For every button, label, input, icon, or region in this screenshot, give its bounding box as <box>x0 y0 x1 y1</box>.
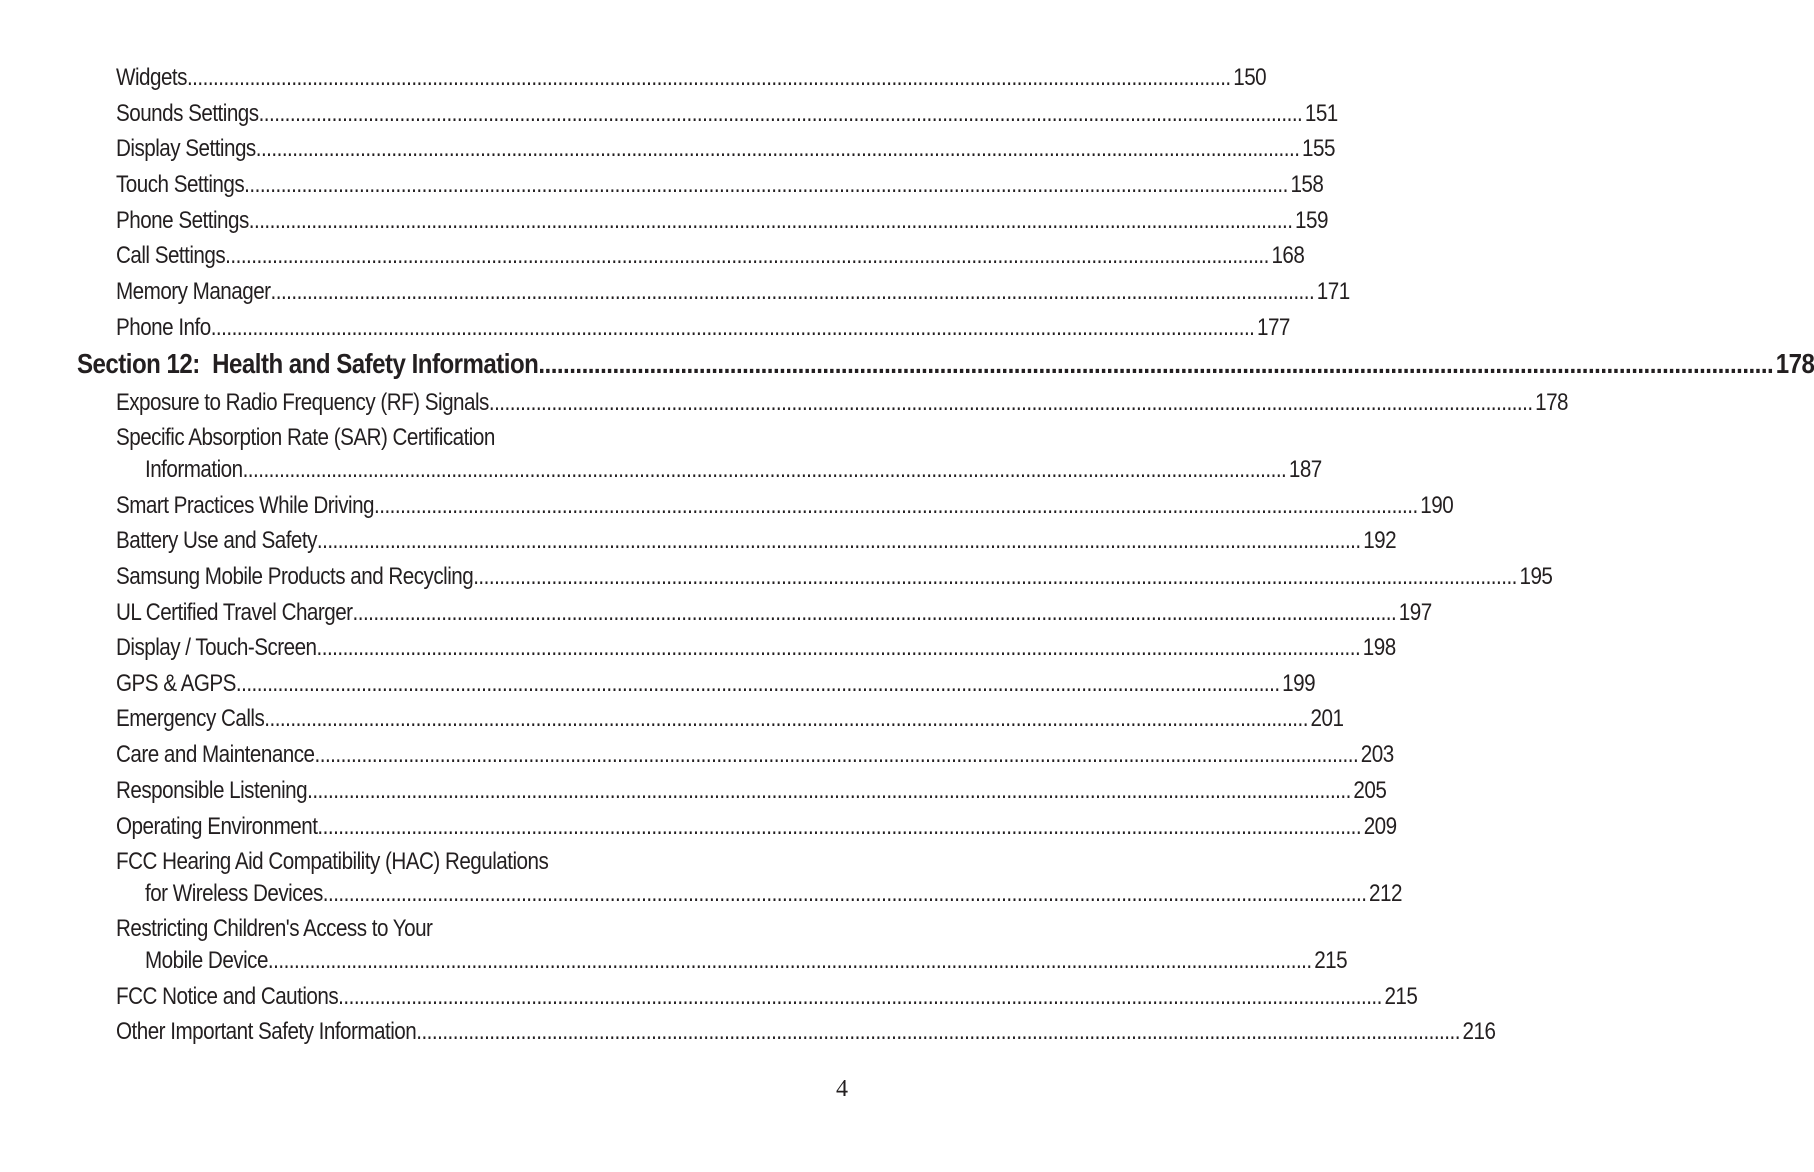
toc-entry-page: 212 <box>1369 880 1402 907</box>
dot-leader: ........................................................................................................................................................................................................ <box>316 527 1361 554</box>
toc-entry-hac-continuation[interactable] <box>145 880 1402 908</box>
dot-leader: ........................................................................................................................................................................................................ <box>244 171 1288 198</box>
dot-leader: ........................................................................................................................................................................................................ <box>322 880 1367 907</box>
toc-entry-touch-screen[interactable] <box>116 634 1396 662</box>
toc-entry-title: Battery Use and Safety <box>116 527 317 554</box>
toc-entry-display-settings[interactable] <box>116 135 1335 163</box>
toc-entry-phone-settings[interactable] <box>116 207 1328 235</box>
toc-entry-sar-continuation[interactable] <box>145 456 1322 484</box>
toc-entry-rf-exposure[interactable] <box>116 389 1569 417</box>
dot-leader: ........................................................................................................................................................................................................ <box>374 492 1418 519</box>
dot-leader: ........................................................................................................................................................................................................ <box>258 100 1303 127</box>
toc-entry-page: 159 <box>1295 207 1328 234</box>
dot-leader: ........................................................................................................................................................................................................ <box>270 278 1315 305</box>
dot-leader: ........................................................................................................................................................................................................ <box>538 348 1774 379</box>
toc-entry-title: Phone Info <box>116 314 211 341</box>
toc-entry-title: Display / Touch-Screen <box>116 634 317 661</box>
toc-entry-page: 215 <box>1384 983 1418 1010</box>
toc-entry-title: Touch Settings <box>116 171 245 198</box>
section-title: Section 12: Health and Safety Information <box>77 348 539 379</box>
dot-leader: ........................................................................................................................................................................................................ <box>488 389 1533 416</box>
toc-entry-page: 201 <box>1310 705 1344 732</box>
toc-entry-children-access-title[interactable]: Restricting Children's Access to Your <box>116 915 433 942</box>
toc-entry-page: 199 <box>1282 670 1316 697</box>
toc-entry-title: Phone Settings <box>116 207 249 234</box>
dot-leader: ........................................................................................................................................................................................................ <box>473 563 1517 590</box>
toc-entry-title: GPS & AGPS <box>116 670 236 697</box>
dot-leader: ........................................................................................................................................................................................................ <box>248 207 1293 234</box>
toc-entry-title: Sounds Settings <box>116 100 259 127</box>
toc-entry-title: Display Settings <box>116 135 256 162</box>
toc-entry-title: Samsung Mobile Products and Recycling <box>116 563 474 590</box>
toc-entry-title: Emergency Calls <box>116 705 265 732</box>
toc-entry-responsible-listening[interactable] <box>116 777 1387 805</box>
toc-entry-hac-title[interactable]: FCC Hearing Aid Compatibility (HAC) Regulations <box>116 848 549 875</box>
toc-entry-title: Operating Environment <box>116 813 318 840</box>
dot-leader: ........................................................................................................................................................................................................ <box>316 634 1361 661</box>
toc-entry-title: Exposure to Radio Frequency (RF) Signals <box>116 389 489 416</box>
toc-entry-touch-settings[interactable] <box>116 171 1324 199</box>
toc-entry-smart-driving[interactable] <box>116 492 1454 520</box>
toc-entry-title: Responsible Listening <box>116 777 308 804</box>
dot-leader: ........................................................................................................................................................................................................ <box>352 599 1397 626</box>
toc-entry-page: 187 <box>1288 456 1322 483</box>
toc-entry-phone-info[interactable] <box>116 314 1290 342</box>
dot-leader: ........................................................................................................................................................................................................ <box>242 456 1287 483</box>
toc-entry-fcc-notice[interactable] <box>116 983 1418 1011</box>
toc-entry-title: Memory Manager <box>116 278 271 305</box>
toc-entry-page: 168 <box>1271 242 1305 269</box>
toc-entry-page: 158 <box>1290 171 1324 198</box>
toc-entry-title: Mobile Device <box>145 947 268 974</box>
toc-entry-page: 171 <box>1316 278 1350 305</box>
toc-entry-page: 177 <box>1256 314 1290 341</box>
toc-entry-page: 205 <box>1353 777 1387 804</box>
toc-entry-page: 198 <box>1362 634 1396 661</box>
toc-entry-title: FCC Notice and Cautions <box>116 983 339 1010</box>
toc-entry-page: 209 <box>1363 813 1397 840</box>
toc-entry-sar-title[interactable]: Specific Absorption Rate (SAR) Certification <box>116 424 495 451</box>
toc-entry-widgets[interactable] <box>116 64 1267 92</box>
toc-entry-title: Care and Maintenance <box>116 741 315 768</box>
toc-entry-page: 203 <box>1360 741 1394 768</box>
toc-entry-sounds-settings[interactable] <box>116 100 1338 128</box>
toc-entry-title: Call Settings <box>116 242 226 269</box>
toc-entry-other-safety[interactable] <box>116 1018 1496 1046</box>
toc-entry-page: 192 <box>1363 527 1397 554</box>
toc-entry-title: Smart Practices While Driving <box>116 492 375 519</box>
toc-entry-recycling[interactable] <box>116 563 1553 591</box>
dot-leader: ........................................................................................................................................................................................................ <box>307 777 1351 804</box>
dot-leader: ........................................................................................................................................................................................................ <box>186 64 1231 91</box>
toc-section-heading[interactable] <box>77 348 1814 380</box>
toc-entry-memory-manager[interactable] <box>116 278 1350 306</box>
dot-leader: ........................................................................................................................................................................................................ <box>235 670 1280 697</box>
toc-entry-battery-safety[interactable] <box>116 527 1397 555</box>
toc-entry-page: 215 <box>1314 947 1348 974</box>
page-number: 4 <box>836 1076 848 1102</box>
toc-entry-title: Widgets <box>116 64 187 91</box>
dot-leader: ........................................................................................................................................................................................................ <box>314 741 1359 768</box>
dot-leader: ........................................................................................................................................................................................................ <box>267 947 1312 974</box>
toc-entry-call-settings[interactable] <box>116 242 1305 270</box>
toc-entry-page: 151 <box>1304 100 1338 127</box>
toc-entry-emergency-calls[interactable] <box>116 705 1344 733</box>
toc-entry-gps[interactable] <box>116 670 1316 698</box>
toc-entry-page: 195 <box>1519 563 1553 590</box>
toc-entry-children-access-continuation[interactable] <box>145 947 1348 975</box>
toc-entry-care-maintenance[interactable] <box>116 741 1394 769</box>
dot-leader: ........................................................................................................................................................................................................ <box>255 135 1300 162</box>
toc-entry-ul-charger[interactable] <box>116 599 1432 627</box>
toc-entry-page: 190 <box>1420 492 1454 519</box>
toc-entry-title: Other Important Safety Information <box>116 1018 417 1045</box>
toc-entry-operating-environment[interactable] <box>116 813 1397 841</box>
toc-entry-title: UL Certified Travel Charger <box>116 599 353 626</box>
toc-entry-title: Information <box>145 456 243 483</box>
dot-leader: ........................................................................................................................................................................................................ <box>225 242 1269 269</box>
toc-entry-page: 150 <box>1233 64 1267 91</box>
toc-entry-page: 197 <box>1398 599 1432 626</box>
toc-entry-title: for Wireless Devices <box>145 880 323 907</box>
dot-leader: ........................................................................................................................................................................................................ <box>338 983 1382 1010</box>
dot-leader: ........................................................................................................................................................................................................ <box>416 1018 1460 1045</box>
dot-leader: ........................................................................................................................................................................................................ <box>317 813 1362 840</box>
toc-entry-page: 155 <box>1302 135 1335 162</box>
dot-leader: ........................................................................................................................................................................................................ <box>210 314 1255 341</box>
toc-entry-page: 178 <box>1535 389 1569 416</box>
section-page: 178 <box>1775 348 1814 379</box>
toc-entry-page: 216 <box>1462 1018 1496 1045</box>
dot-leader: ........................................................................................................................................................................................................ <box>264 705 1308 732</box>
